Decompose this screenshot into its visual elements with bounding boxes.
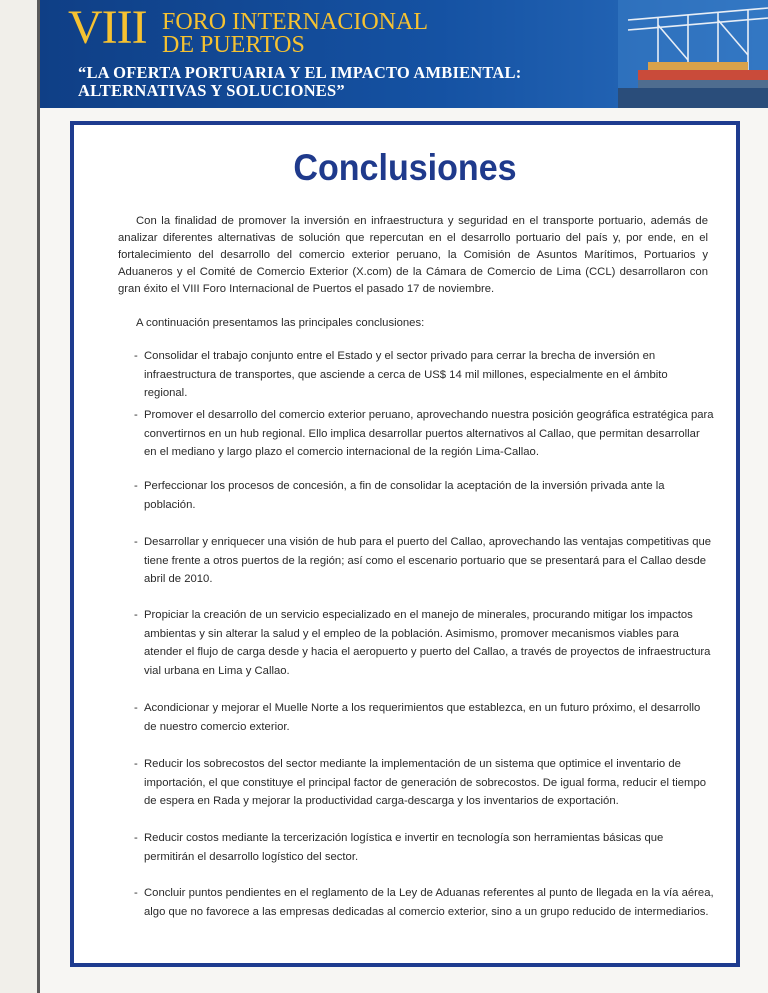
event-subtitle-line2: ALTERNATIVAS Y SOLUCIONES” bbox=[78, 81, 345, 100]
conclusion-text: Desarrollar y enriquecer una visión de hub para el puerto del Callao, aprovechando las ventajas competitivas que tiene frente a otros puertos de la región; así como el escenario portuario que se presentará para el Callao desde abril de 2010. bbox=[144, 536, 712, 585]
conclusion-text: Perfeccionar los procesos de concesión, a fin de consolidar la aceptación de la inversión privada ante la población. bbox=[144, 480, 665, 511]
conclusion-item bbox=[134, 606, 714, 680]
event-header-banner bbox=[40, 0, 768, 108]
bullet-dash: - bbox=[134, 609, 138, 621]
conclusion-item bbox=[134, 829, 714, 866]
bullet-dash: - bbox=[134, 480, 138, 492]
conclusion-item bbox=[134, 699, 714, 736]
conclusion-text: Promover el desarrollo del comercio exterior peruano, aprovechando nuestra posición geográfica estratégica para convertirnos en un hub regional. Ello implica desarrollar puertos alternativos al Callao, que permitan desarrollar en el mediano y largo plazo el comercio internacional de la región Lima-Callao. bbox=[144, 409, 714, 458]
event-subtitle-line1: “LA OFERTA PORTUARIA Y EL IMPACTO AMBIENTAL: bbox=[78, 63, 522, 82]
conclusion-item bbox=[134, 406, 714, 462]
bullet-dash: - bbox=[134, 702, 138, 714]
bullet-dash: - bbox=[134, 832, 138, 844]
conclusion-text: Propiciar la creación de un servicio especializado en el manejo de minerales, procurando mitigar los impactos ambientas y sin alterar la salud y el empleo de la población. Asimismo, promover mecanismos viables para atender el flujo de carga desde y hacia el aeropuerto y puerto del Callao, a través de proyectos de infraestructura vial urbana en Lima y Callao. bbox=[144, 609, 711, 677]
port-cranes-image bbox=[618, 0, 768, 108]
bullet-dash: - bbox=[134, 758, 138, 770]
page-title: Conclusiones bbox=[293, 147, 517, 188]
conclusion-text: Acondicionar y mejorar el Muelle Norte a los requerimientos que establezca, en un futuro próximo, el desarrollo de nuestro comercio exterior. bbox=[144, 702, 701, 733]
conclusion-item bbox=[134, 884, 714, 921]
bullet-dash: - bbox=[134, 409, 138, 421]
conclusion-text: Consolidar el trabajo conjunto entre el Estado y el sector privado para cerrar la brecha de inversión en infraestructura de transportes, que asciende a cerca de US$ 14 mil millones, especialmente en el ámbito regional. bbox=[144, 350, 668, 399]
bullet-dash: - bbox=[134, 536, 138, 548]
conclusion-item bbox=[134, 347, 714, 403]
conclusion-item bbox=[134, 755, 714, 811]
bullet-dash: - bbox=[134, 887, 138, 899]
bullet-dash: - bbox=[134, 350, 138, 362]
lead-sentence: A continuación presentamos las principales conclusiones: bbox=[136, 317, 425, 329]
left-margin-strip bbox=[0, 0, 40, 993]
conclusion-text: Reducir costos mediante la tercerización logística e invertir en tecnología son herramientas básicas que permitirán el desarrollo logístico del sector. bbox=[144, 832, 664, 863]
conclusion-text: Concluir puntos pendientes en el reglamento de la Ley de Aduanas referentes al punto de llegada en la vía aérea, algo que no favorece a las empresas dedicadas al comercio exterior, sino a un grupo reducido de intermediarios. bbox=[144, 887, 714, 918]
edition-number: VIII bbox=[68, 1, 147, 54]
page-edge-shadow bbox=[37, 0, 40, 993]
event-title-line1: FORO INTERNACIONAL bbox=[162, 9, 428, 35]
event-title-line2: DE PUERTOS bbox=[162, 32, 305, 58]
conclusion-text: Reducir los sobrecostos del sector mediante la implementación de un sistema que optimice el inventario de importación, el que constituye el principal factor de generación de sobrecostos. De igual forma, reducir el tiempo de espera en Rada y mejorar la productividad carga-descarga y los inventarios de exportación. bbox=[144, 758, 707, 807]
intro-paragraph: Con la finalidad de promover la inversión en infraestructura y seguridad en el transporte portuario, además de analizar diferentes alternativas de solución que repercutan en el desarrollo portuario del país y, por ende, en el fortalecimiento del desarrollo del comercio exterior peruano, la Comisión de Asuntos Marítimos, Portuarios y Aduaneros y el Comité de Comercio Exterior (X.com) de la Cámara de Comercio de Lima (CCL) desarrollaron con gran éxito el VIII Foro Internacional de Puertos el pasado 17 de noviembre. bbox=[118, 215, 708, 295]
conclusions-frame bbox=[70, 121, 740, 967]
conclusion-item bbox=[134, 477, 714, 514]
conclusion-item bbox=[134, 533, 714, 589]
